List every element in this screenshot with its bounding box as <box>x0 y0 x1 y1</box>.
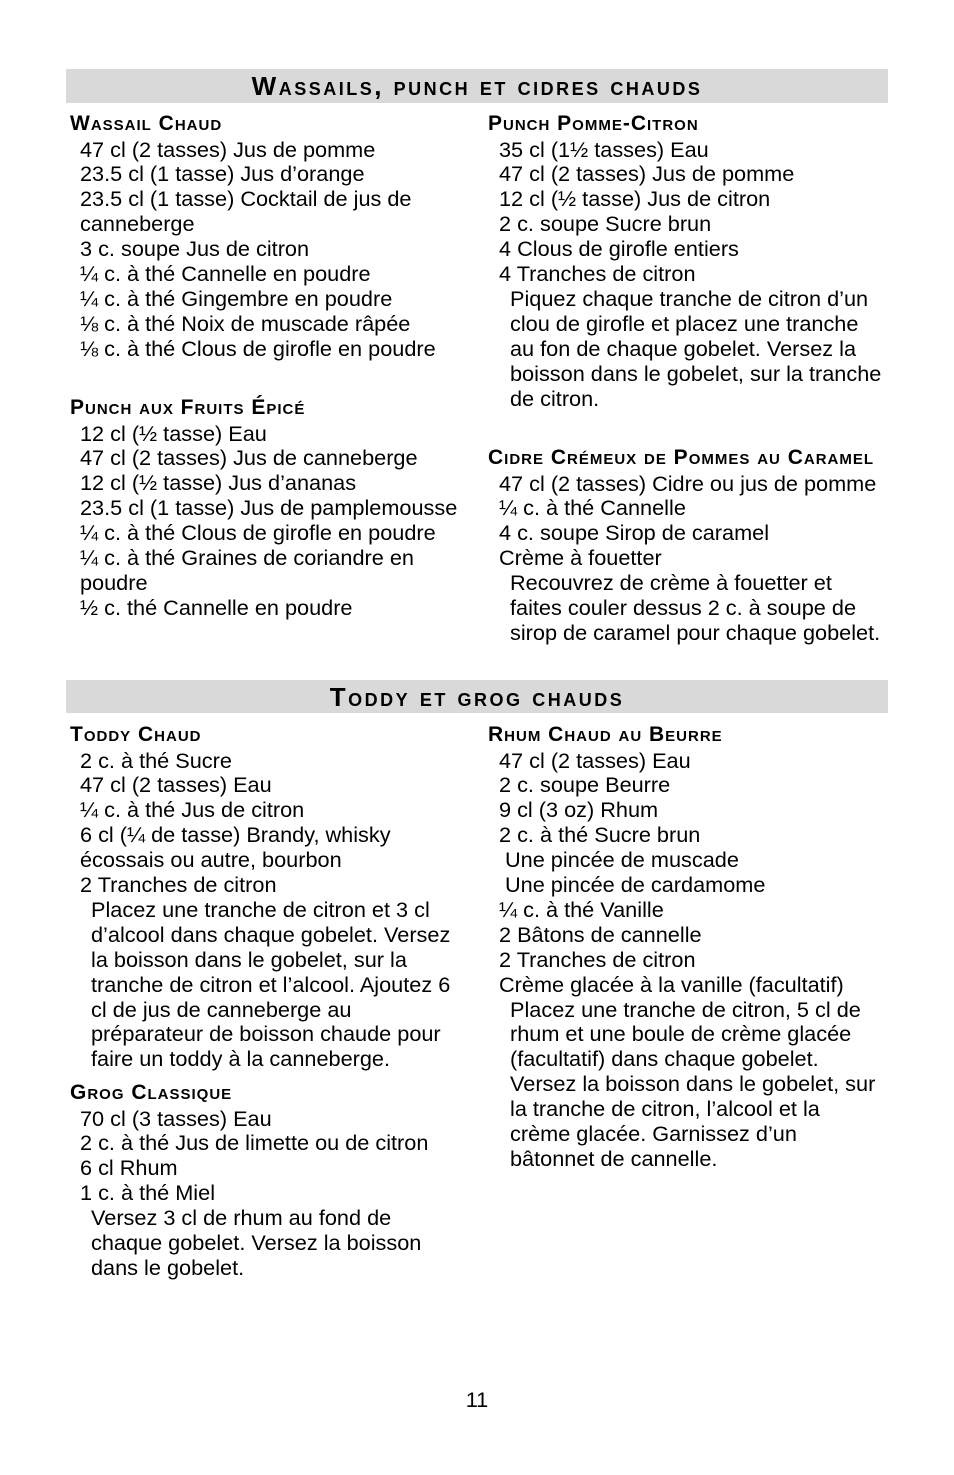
ingredient-list <box>70 422 470 621</box>
ingredient-list <box>488 472 888 572</box>
ingredient: ¼ c. à thé Graines de coriandre en poudre <box>80 545 414 595</box>
ingredient: 2 Tranches de citron <box>80 872 277 898</box>
ingredient: ⅛ c. à thé Noix de muscade râpée <box>80 310 411 336</box>
recipe-instructions: Recouvrez de crème à fouetter et faites couler dessus 2 c. à soupe de sirop de caramel pour chaque gobelet. <box>510 570 881 645</box>
ingredient: 2 c. soupe Sucre brun <box>499 211 712 237</box>
recipe-title: Grog Classique <box>70 1081 233 1104</box>
recipe-title: Toddy Chaud <box>70 723 202 746</box>
ingredient: 47 cl (2 tasses) Jus de canneberge <box>80 445 418 471</box>
ingredient: 9 cl (3 oz) Rhum <box>499 797 659 823</box>
ingredient: 35 cl (1½ tasses) Eau <box>499 136 709 162</box>
ingredient: 4 Tranches de citron <box>499 261 696 287</box>
section-header-wassails <box>66 69 888 103</box>
ingredient-list <box>488 138 888 287</box>
ingredient-list <box>70 138 470 362</box>
ingredient: 23.5 cl (1 tasse) Jus de pamplemousse <box>80 495 458 521</box>
recipe-grog-classique <box>70 1082 470 1281</box>
ingredient: 1 c. à thé Miel <box>80 1180 216 1206</box>
ingredient: 2 c. soupe Beurre <box>499 772 671 798</box>
ingredient: ¼ c. à thé Clous de girofle en poudre <box>80 520 436 546</box>
section-title: Toddy et grog chauds <box>329 681 625 712</box>
ingredient: ¼ c. à thé Vanille <box>499 896 664 922</box>
recipe-title: Cidre Crémeux de Pommes au Caramel <box>488 446 875 469</box>
ingredient: 23.5 cl (1 tasse) Jus d’orange <box>80 161 365 187</box>
ingredient: 2 c. à thé Sucre <box>80 747 232 773</box>
ingredient: 6 cl (¼ de tasse) Brandy, whisky écossais ou autre, bourbon <box>80 822 391 873</box>
recipe-punch-pomme-citron <box>488 113 888 411</box>
ingredient: 2 c. à thé Sucre brun <box>499 822 701 848</box>
ingredient: 4 Clous de girofle entiers <box>499 236 739 262</box>
recipe-title: Punch aux Fruits Épicé <box>70 396 306 419</box>
ingredient: 12 cl (½ tasse) Jus d’ananas <box>80 470 357 496</box>
ingredient: ¼ c. à thé Gingembre en poudre <box>80 285 393 311</box>
recipe-title: Wassail Chaud <box>70 112 223 135</box>
ingredient: 6 cl Rhum <box>80 1155 178 1181</box>
ingredient: 47 cl (2 tasses) Eau <box>80 772 272 798</box>
section-header-toddy <box>66 680 888 713</box>
ingredient: Crème à fouetter <box>499 545 662 571</box>
ingredient: 2 Bâtons de cannelle <box>499 921 702 947</box>
ingredient: ¼ c. à thé Jus de citron <box>80 797 305 823</box>
recipe-wassail-chaud <box>70 113 470 362</box>
recipe-rhum-chaud-au-beurre <box>488 724 888 1172</box>
ingredient: Une pincée de cardamome <box>505 872 766 898</box>
ingredient: 12 cl (½ tasse) Eau <box>80 420 267 446</box>
ingredient: 12 cl (½ tasse) Jus de citron <box>499 186 771 212</box>
recipe-instructions: Versez 3 cl de rhum au fond de chaque gobelet. Versez la boisson dans le gobelet. <box>91 1205 422 1280</box>
ingredient-list <box>70 749 470 898</box>
recipe-cidre-cremeux <box>488 447 888 646</box>
recipe-title: Rhum Chaud au Beurre <box>488 723 723 746</box>
ingredient: 47 cl (2 tasses) Jus de pomme <box>499 161 795 187</box>
ingredient-list <box>70 1107 470 1207</box>
recipe-instructions: Placez une tranche de citron, 5 cl de rhum et une boule de crème glacée (facultatif) dans chaque gobelet. Versez la boisson dans le gobelet, sur la tranche de citron, l’alcool et la crème glacée. Garnissez d’un bâtonnet de cannelle. <box>510 996 876 1171</box>
section-title: Wassails, punch et cidres chauds <box>251 71 703 101</box>
ingredient: Une pincée de muscade <box>505 847 739 873</box>
ingredient: 70 cl (3 tasses) Eau <box>80 1105 272 1131</box>
ingredient: 47 cl (2 tasses) Jus de pomme <box>80 136 376 162</box>
recipe-punch-aux-fruits-epice <box>70 397 470 621</box>
ingredient: 47 cl (2 tasses) Cidre ou jus de pomme <box>499 470 877 496</box>
recipe-instructions: Piquez chaque tranche de citron d’un clou de girofle et placez une tranche au fon de chaque gobelet. Versez la boisson dans le gobelet, sur la tranche de citron. <box>510 285 882 411</box>
ingredient: Crème glacée à la vanille (facultatif) <box>499 971 844 997</box>
ingredient: 2 c. à thé Jus de limette ou de citron <box>80 1130 429 1156</box>
recipe-title: Punch Pomme-Citron <box>488 112 699 135</box>
recipe-instructions: Placez une tranche de citron et 3 cl d’alcool dans chaque gobelet. Versez la boisson dans le gobelet, sur la tranche de citron et l’alcool. Ajoutez 6 cl de jus de canneberge au préparateur de boisson chaude pour faire un toddy à la canneberge. <box>91 896 451 1072</box>
ingredient: 2 Tranches de citron <box>499 946 696 972</box>
ingredient: 47 cl (2 tasses) Eau <box>499 747 691 773</box>
page-number: 11 <box>465 1387 489 1412</box>
ingredient: 23.5 cl (1 tasse) Cocktail de jus de canneberge <box>80 186 412 237</box>
ingredient: 4 c. soupe Sirop de caramel <box>499 520 770 546</box>
ingredient: ¼ c. à thé Cannelle <box>499 495 686 521</box>
recipe-toddy-chaud <box>70 724 470 1072</box>
ingredient-list <box>488 749 888 998</box>
ingredient: ⅛ c. à thé Clous de girofle en poudre <box>80 335 436 361</box>
ingredient: 3 c. soupe Jus de citron <box>80 236 310 262</box>
ingredient: ½ c. thé Cannelle en poudre <box>80 594 353 620</box>
ingredient: ¼ c. à thé Cannelle en poudre <box>80 261 371 287</box>
